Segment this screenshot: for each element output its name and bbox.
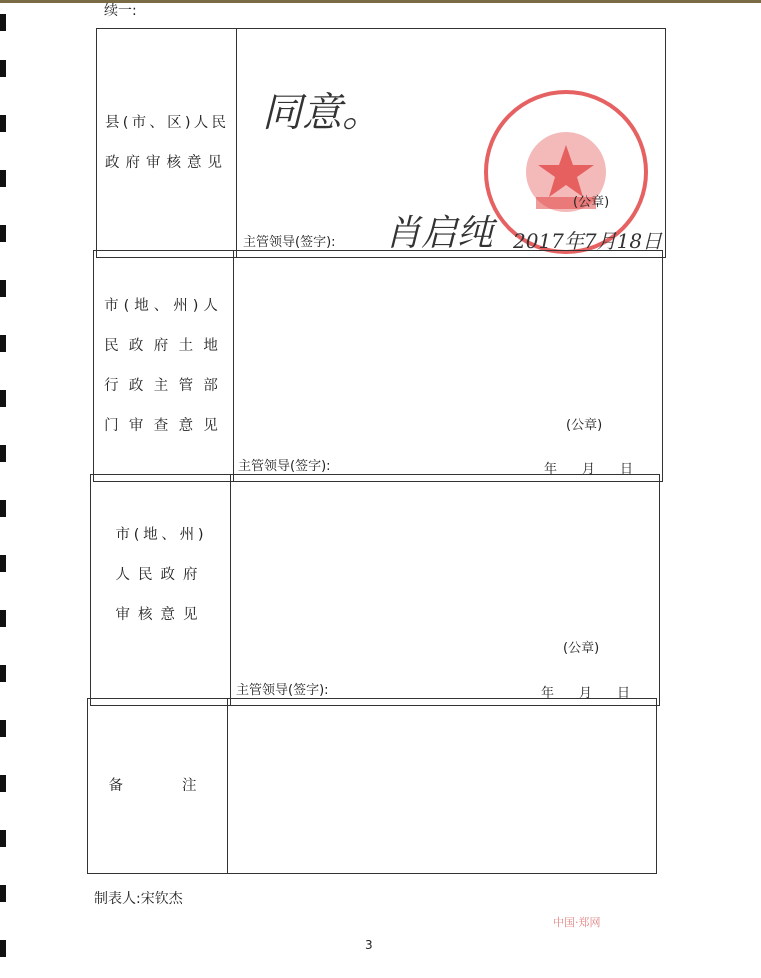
leader-signature-label: 主管领导(签字): (238, 459, 331, 474)
seal-label: (公章) (563, 641, 600, 656)
label-line: 民政府土地 (104, 338, 223, 354)
seal-label: (公章) (573, 195, 610, 210)
row-label (94, 251, 234, 481)
handwritten-date: 2017年7月18日 (513, 229, 663, 253)
leader-signature-label: 主管领导(签字): (236, 683, 329, 698)
label-line: 行政主管部 (104, 378, 223, 394)
label-line: 政府审核意见 (105, 155, 228, 171)
handwritten-opinion: 同意。 (262, 90, 382, 136)
handwritten-signature: 肖启纯 (385, 213, 494, 254)
label-line: 门审查意见 (104, 418, 223, 434)
continued-label: 续一: (104, 3, 137, 19)
label-line: 市(地、州) (115, 527, 206, 543)
row-county-review (96, 28, 666, 258)
seal-label: (公章) (566, 418, 603, 433)
watermark: 中国·郑网 (553, 916, 601, 929)
table-maker: 制表人:宋钦杰 (94, 891, 183, 907)
page-number: 3 (365, 938, 373, 952)
label-line: 县(市、区)人民 (105, 115, 228, 131)
row-city-review (90, 474, 660, 706)
date-placeholder: 年 月 日 (544, 462, 640, 477)
row-remarks (87, 698, 657, 874)
label-line: 审核意见 (115, 607, 206, 623)
row-label (97, 29, 237, 257)
row-label (91, 475, 231, 705)
label-line: 人民政府 (115, 567, 206, 583)
row-label (88, 699, 228, 873)
label-line: 备 注 (108, 778, 207, 794)
row-land-dept-review (93, 250, 663, 482)
label-line: 市(地、州)人 (104, 298, 223, 314)
leader-signature-label: 主管领导(签字): (243, 235, 336, 250)
date-placeholder: 年 月 日 (541, 686, 637, 701)
